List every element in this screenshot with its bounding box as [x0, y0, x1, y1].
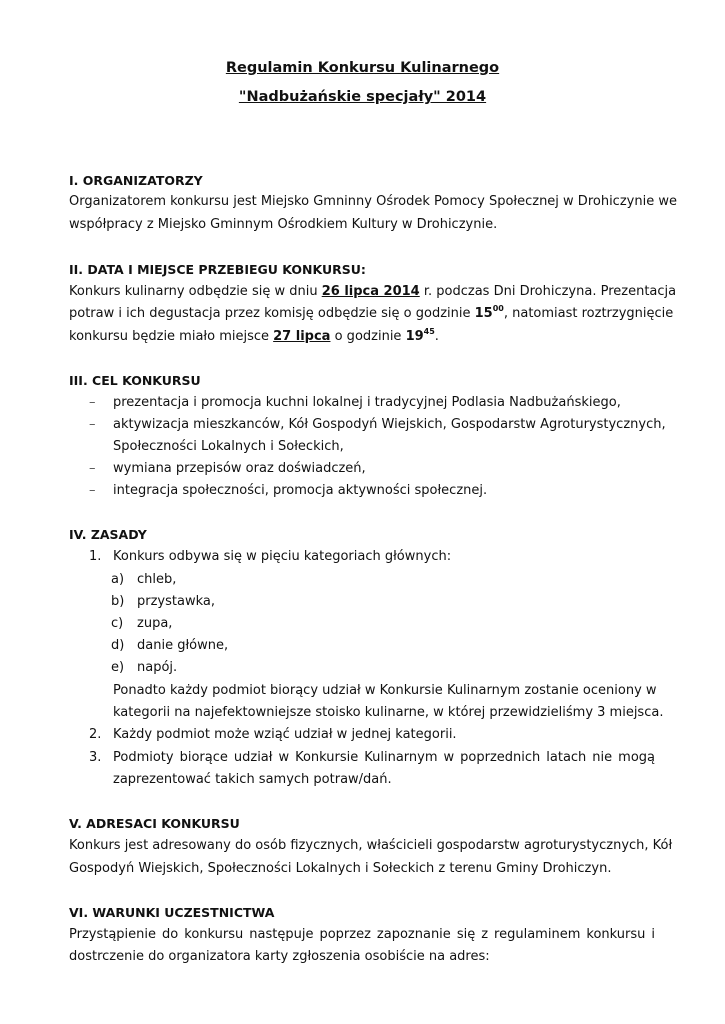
list-item: Konkurs odbywa się w pięciu kategoriach głównych:	[113, 549, 452, 564]
text-span: r. podczas Dni Drohiczyna. Prezentacja	[419, 284, 677, 299]
bullet-item-continuation: Społeczności Lokalnych i Sołeckich,	[113, 439, 344, 454]
section-heading-goal: III. CEL KONKURSU	[69, 373, 201, 388]
bullet-dash: –	[89, 417, 96, 432]
section-heading-organizers: I. ORGANIZATORZY	[69, 173, 203, 188]
paragraph-line	[69, 326, 655, 345]
category-item: chleb,	[137, 572, 177, 587]
text-span: , natomiast roztrzygnięcie	[503, 306, 674, 321]
paragraph-line: Organizatorem konkursu jest Miejsko Gmninny Ośrodek Pomocy Społecznej w Drohiczynie we	[69, 194, 677, 209]
results-date: 27 lipca	[273, 329, 331, 344]
list-item: Każdy podmiot może wziąć udział w jednej kategorii.	[113, 727, 457, 742]
category-item: przystawka,	[137, 594, 215, 609]
list-number: 1.	[89, 549, 102, 564]
paragraph-line: Konkurs jest adresowany do osób fizycznych, właścicieli gospodarstw agroturystycznych, Kół	[69, 838, 673, 853]
category-letter: a)	[111, 572, 125, 587]
list-number: 2.	[89, 727, 102, 742]
text-span: konkursu będzie miało miejsce	[69, 329, 274, 344]
category-letter: d)	[111, 638, 125, 653]
category-item: zupa,	[137, 616, 173, 631]
section-heading-rules: IV. ZASADY	[69, 527, 147, 542]
bullet-item: wymiana przepisów oraz doświadczeń,	[113, 461, 366, 476]
paragraph-line: dostrczenie do organizatora karty zgłoszenia osobiście na adres:	[69, 949, 490, 964]
bullet-item: prezentacja i promocja kuchni lokalnej i tradycyjnej Podlasia Nadbużańskiego,	[113, 395, 621, 410]
paragraph-line: współpracy z Miejsko Gminnym Ośrodkiem Kultury w Drohiczynie.	[69, 217, 498, 232]
document-subtitle: "Nadbużańskie specjały" 2014	[238, 89, 487, 105]
paragraph-line: Przystąpienie do konkursu następuje poprzez zapoznanie się z regulaminem konkursu i	[69, 927, 655, 942]
category-letter: e)	[111, 660, 125, 675]
paragraph-line	[69, 303, 674, 322]
section-heading-participation: VI. WARUNKI UCZESTNICTWA	[69, 905, 275, 920]
category-item: danie główne,	[137, 638, 229, 653]
bullet-dash: –	[89, 483, 96, 498]
text-span: o godzinie	[330, 329, 406, 344]
bullet-item: aktywizacja mieszkanców, Kół Gospodyń Wiejskich, Gospodarstw Agroturystycznych,	[113, 417, 666, 432]
list-number: 3.	[89, 750, 102, 765]
list-item-continuation: zaprezentować takich samych potraw/dań.	[113, 772, 392, 787]
text-span: potraw i ich degustacja przez komisję odbędzie się o godzinie	[69, 306, 475, 321]
tasting-hour: 15	[474, 306, 493, 321]
section-heading-date-place: II. DATA I MIEJSCE PRZEBIEGU KONKURSU:	[69, 262, 366, 277]
category-letter: b)	[111, 594, 125, 609]
text-span: .	[434, 329, 439, 344]
document-title: Regulamin Konkursu Kulinarnego	[225, 60, 500, 76]
tasting-minutes: 00	[492, 303, 504, 313]
results-hour: 19	[405, 329, 424, 344]
bullet-dash: –	[89, 395, 96, 410]
contest-date: 26 lipca 2014	[321, 284, 420, 299]
paragraph-line: Ponadto każdy podmiot biorący udział w Konkursie Kulinarnym zostanie oceniony w	[113, 683, 657, 698]
section-heading-recipients: V. ADRESACI KONKURSU	[69, 816, 240, 831]
results-minutes: 45	[423, 326, 435, 336]
text-span: Konkurs kulinarny odbędzie się w dniu	[69, 284, 322, 299]
paragraph-line	[69, 284, 677, 300]
bullet-item: integracja społeczności, promocja aktywności społecznej.	[113, 483, 488, 498]
category-item: napój.	[137, 660, 178, 675]
paragraph-line: Gospodyń Wiejskich, Społeczności Lokalnych i Sołeckich z terenu Gminy Drohiczyn.	[69, 861, 612, 876]
category-letter: c)	[111, 616, 124, 631]
list-item: Podmioty biorące udział w Konkursie Kulinarnym w poprzednich latach nie mogą	[113, 750, 655, 765]
bullet-dash: –	[89, 461, 96, 476]
paragraph-line: kategorii na najefektowniejsze stoisko kulinarne, w której przewidzieliśmy 3 miejsca.	[113, 705, 664, 720]
